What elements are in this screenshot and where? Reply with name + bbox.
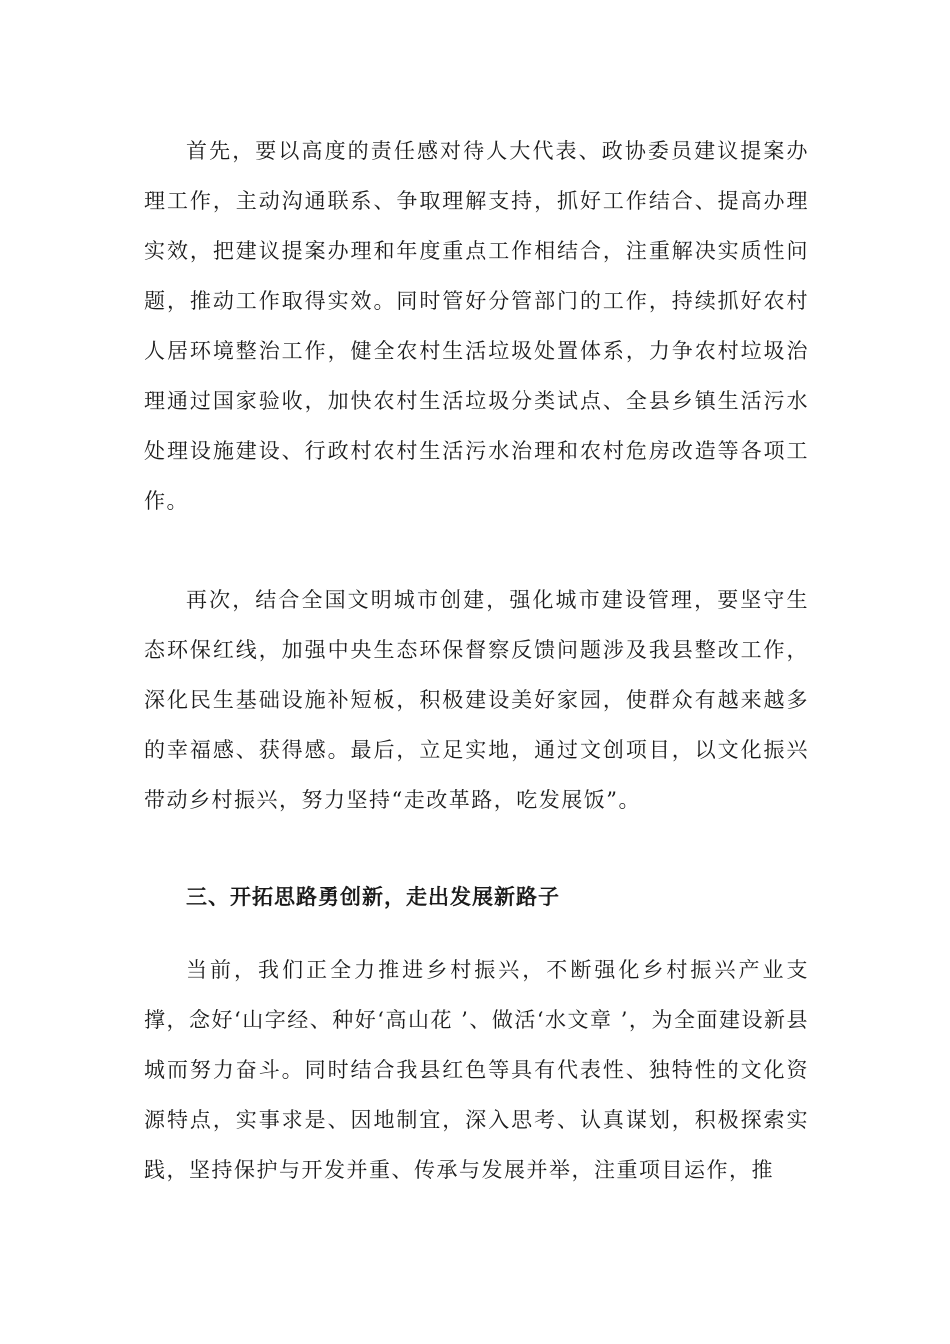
body-paragraph: 当前，我们正全力推进乡村振兴，不断强化乡村振兴产业支撑，念好‘山字经、种好‘高山花 ’、做活‘水文章 ’，为全面建设新县城而努力奋斗。同时结合我县红色等具有代表性、独特性的文化资源特点，实事求是、因地制宜，深入思考、认真谋划，积极探索实践，坚持保护与开发并重、传承与发展并举，注重项目运作，推 bbox=[144, 958, 809, 1182]
section-heading: 三、开拓思路勇创新，走出发展新路子 bbox=[186, 884, 560, 909]
body-paragraph: 再次，结合全国文明城市创建，强化城市建设管理，要坚守生态环保红线，加强中央生态环保督察反馈问题涉及我县整改工作，深化民生基础设施补短板，积极建设美好家园，使群众有越来越多的幸福感、获得感。最后，立足实地，通过文创项目，以文化振兴带动乡村振兴，努力坚持“走改革路，吃发展饭”。 bbox=[144, 588, 809, 812]
body-paragraph: 首先，要以高度的责任感对待人大代表、政协委员建议提案办理工作，主动沟通联系、争取理解支持，抓好工作结合、提高办理实效，把建议提案办理和年度重点工作相结合，注重解决实质性问题，推动工作取得实效。同时管好分管部门的工作，持续抓好农村人居环境整治工作，健全农村生活垃圾处置体系，力争农村垃圾治理通过国家验收，加快农村生活垃圾分类试点、全县乡镇生活污水处理设施建设、行政村农村生活污水治理和农村危房改造等各项工作。 bbox=[144, 139, 809, 513]
